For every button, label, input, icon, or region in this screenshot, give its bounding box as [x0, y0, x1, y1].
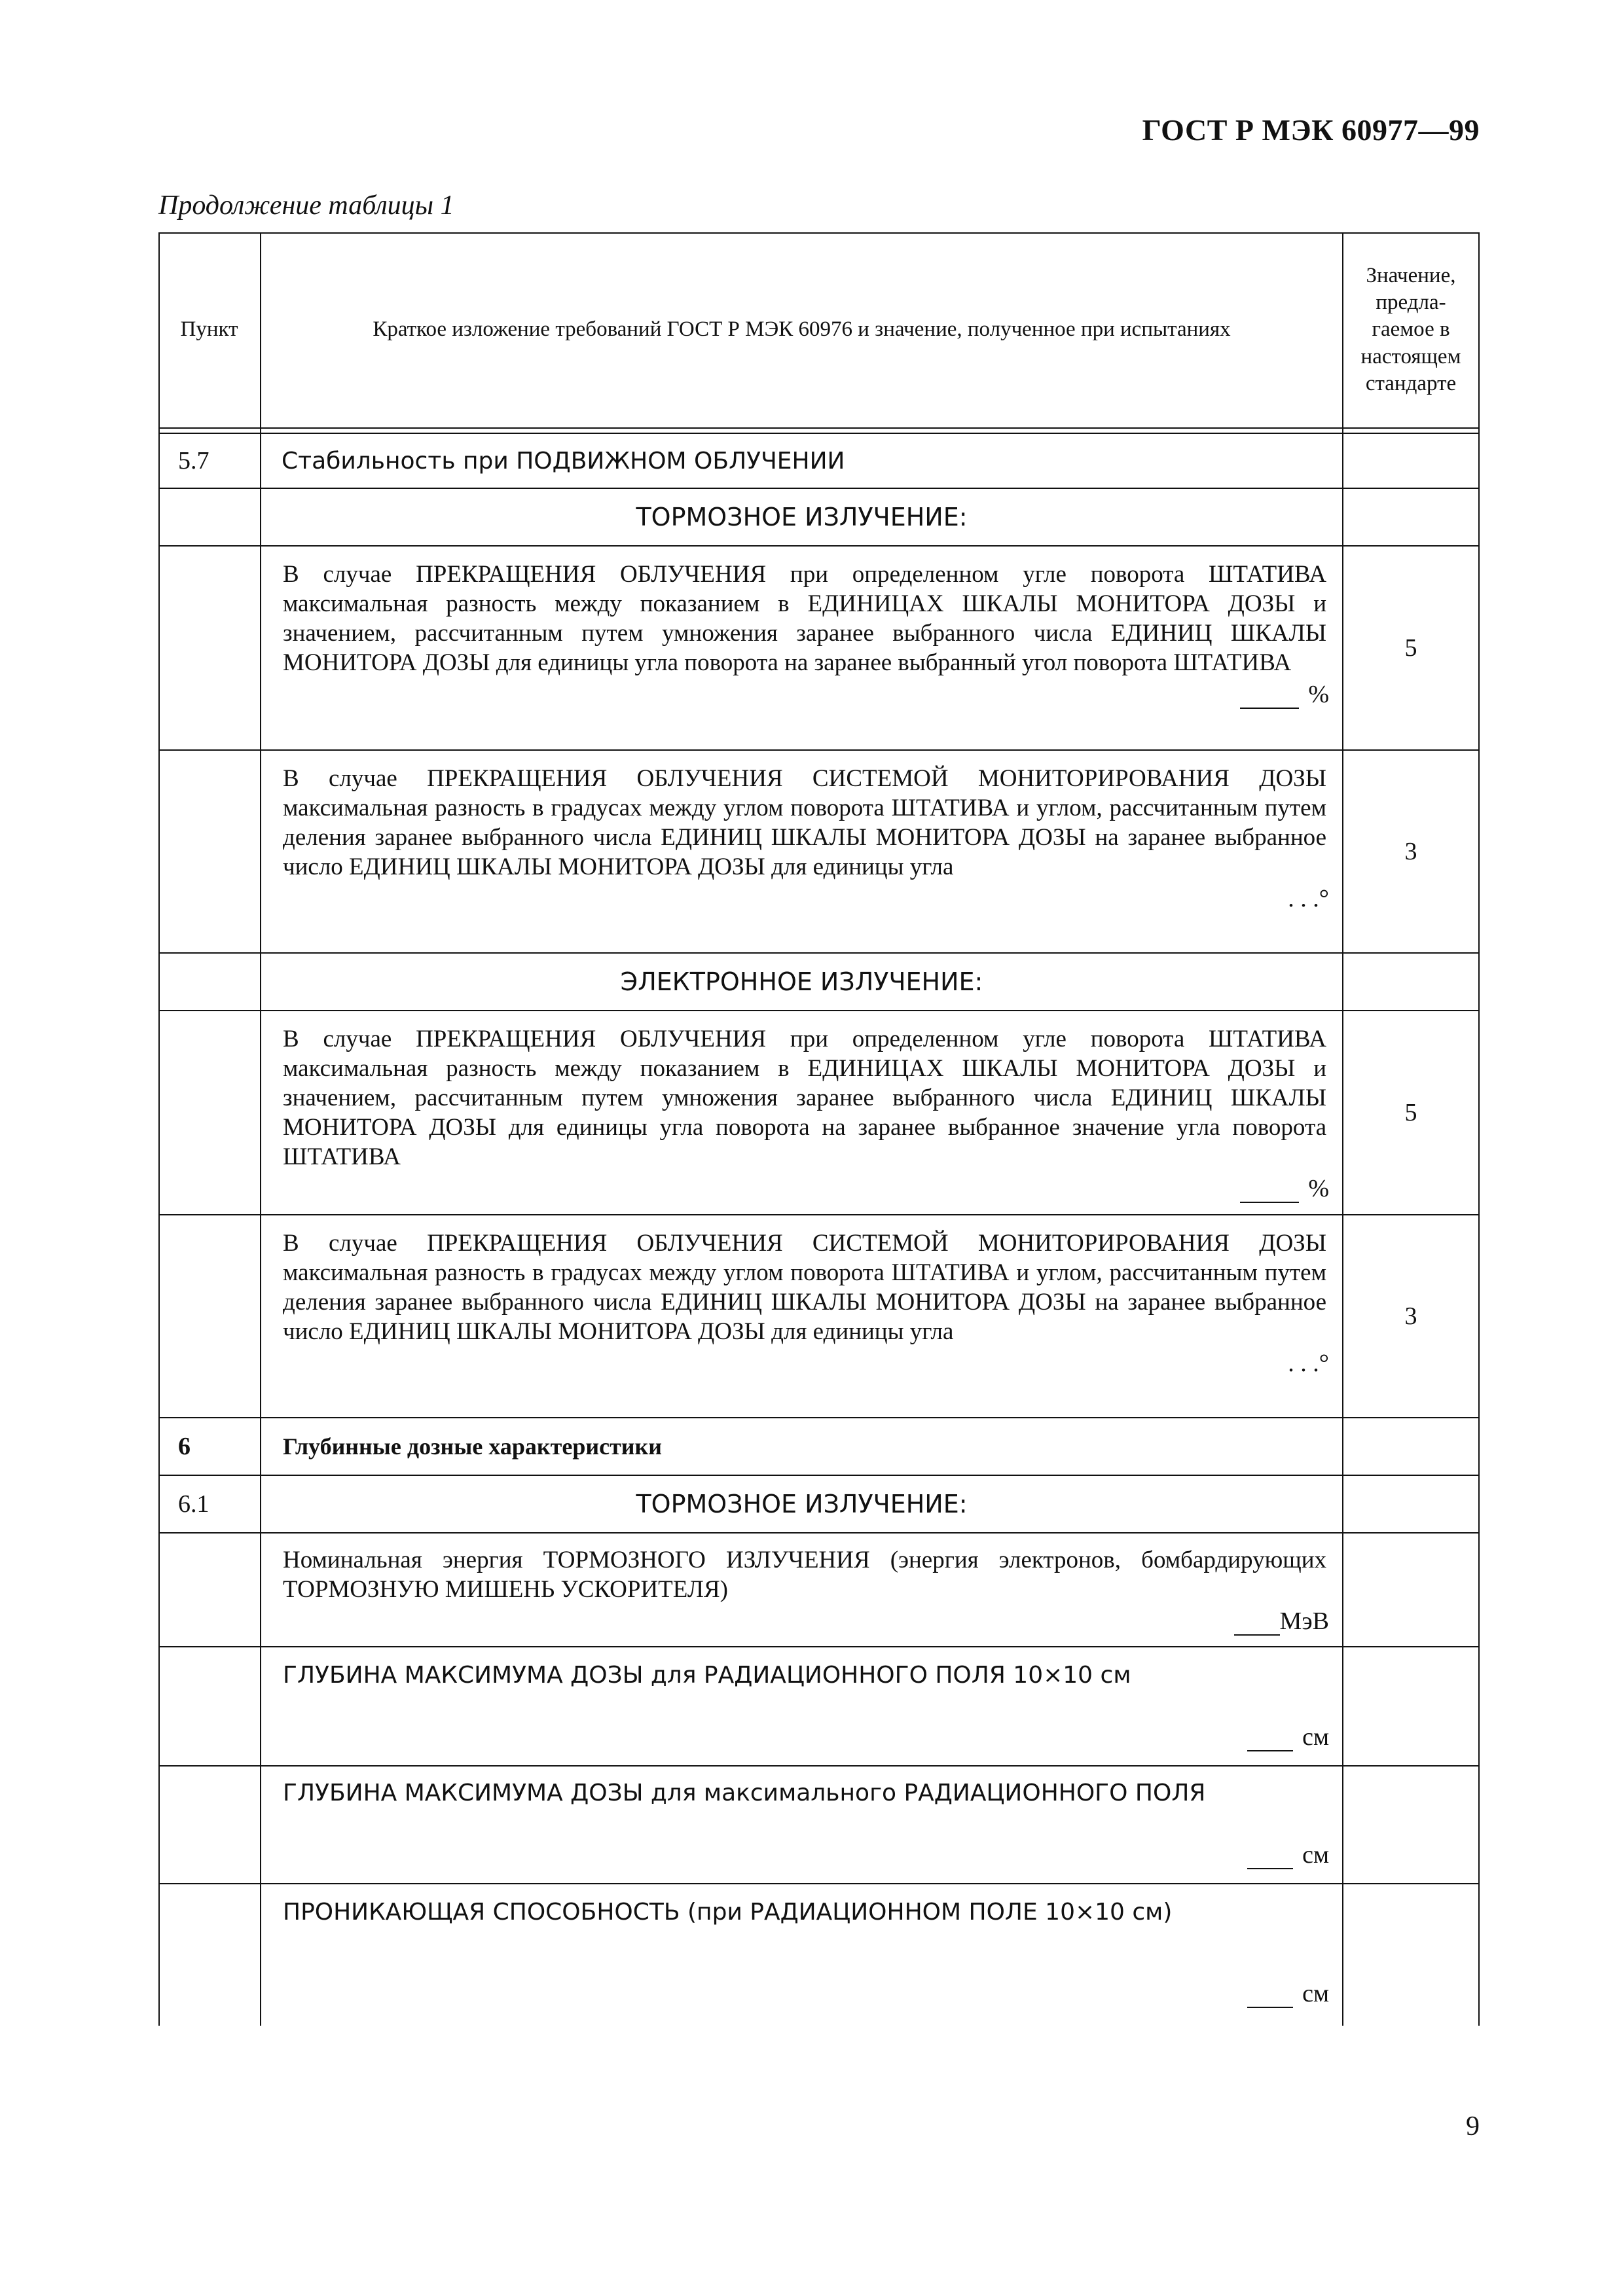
section-title: Глубинные дозные характеристики	[283, 1433, 662, 1460]
result-unit: . . .°	[1288, 885, 1329, 912]
requirement-text: В случае ПРЕКРАЩЕНИЯ ОБЛУЧЕНИЯ при определенном угле поворота ШТАТИВА максимальная разность между показанием в ЕДИНИЦАХ ШКАЛЫ МОНИТОРА ДОЗЫ и значением, рассчитанным путем умножения заранее выбранного числа ЕДИНИЦ ШКАЛЫ МОНИТОРА ДОЗЫ для единицы угла поворота на заранее выбранный угол поворота ШТАТИВА	[283, 561, 1326, 676]
requirement-row	[283, 1778, 1329, 1883]
page-number: 9	[1466, 2111, 1480, 2142]
proposed-value: 5	[1404, 1099, 1417, 1126]
result-blank	[283, 884, 1329, 913]
result-blank	[283, 680, 1329, 709]
row-divider	[158, 1532, 1480, 1534]
result-unit: см	[1302, 1980, 1329, 2007]
standard-designation: ГОСТ Р МЭК 60977—99	[1142, 113, 1480, 147]
requirement-text: Номинальная энергия ТОРМОЗНОГО ИЗЛУЧЕНИЯ (энергия электронов, бомбардирующих ТОРМОЗНУЮ МИШЕНЬ УСКОРИТЕЛЯ)	[283, 1547, 1326, 1603]
proposed-value: 5	[1404, 634, 1417, 662]
result-unit: %	[1308, 681, 1329, 708]
table-continuation-caption: Продолжение таблицы 1	[158, 190, 454, 221]
requirement-row	[283, 1229, 1329, 1417]
result-blank	[283, 1349, 1329, 1378]
requirements-table	[158, 232, 1480, 2026]
section-subheading: ЭЛЕКТРОННОЕ ИЗЛУЧЕНИЕ:	[620, 967, 983, 996]
row-title: Стабильность при ПОДВИЖНОМ ОБЛУЧЕНИИ	[282, 447, 845, 475]
row-item-number: 6.1	[178, 1490, 210, 1518]
requirement-text: ГЛУБИНА МАКСИМУМА ДОЗЫ для максимального РАДИАЦИОННОГО ПОЛЯ	[283, 1780, 1206, 1806]
header-summary: Краткое изложение требований ГОСТ Р МЭК 60976 и значение, полученное при испытаниях	[373, 317, 1231, 342]
result-blank	[283, 1840, 1329, 1869]
row-divider	[158, 1214, 1480, 1215]
result-unit: . . .°	[1288, 1350, 1329, 1377]
requirement-row	[283, 1897, 1329, 2026]
section-subheading: ТОРМОЗНОЕ ИЗЛУЧЕНИЕ:	[636, 503, 968, 531]
section-subheading: ТОРМОЗНОЕ ИЗЛУЧЕНИЕ:	[636, 1490, 968, 1518]
result-unit: %	[1308, 1175, 1329, 1202]
proposed-value: 3	[1404, 1302, 1417, 1330]
row-item-number: 6	[178, 1433, 191, 1460]
result-unit: МэВ	[1279, 1607, 1329, 1635]
requirement-text: ГЛУБИНА МАКСИМУМА ДОЗЫ для РАДИАЦИОННОГО ПОЛЯ 10×10 см	[283, 1662, 1131, 1689]
result-blank	[283, 1607, 1329, 1636]
requirement-text: В случае ПРЕКРАЩЕНИЯ ОБЛУЧЕНИЯ при определенном угле поворота ШТАТИВА максимальная разность между показанием в ЕДИНИЦАХ ШКАЛЫ МОНИТОРА ДОЗЫ и значением, рассчитанным путем умножения заранее выбранного числа ЕДИНИЦ ШКАЛЫ МОНИТОРА ДОЗЫ для единицы угла поворота на заранее выбранное значение угла поворота ШТАТИВА	[283, 1026, 1326, 1170]
header-divider-a	[158, 427, 1480, 429]
proposed-value: 3	[1404, 838, 1417, 865]
result-blank	[283, 1174, 1329, 1203]
table-border-right	[1478, 232, 1480, 2026]
header-value: Значение, предла- гаемое в настоящем стандарте	[1360, 263, 1461, 395]
row-divider	[158, 1765, 1480, 1767]
row-divider	[158, 1646, 1480, 1647]
header-item: Пункт	[180, 317, 238, 342]
requirement-row	[283, 1660, 1329, 1765]
requirement-row	[283, 1545, 1329, 1646]
table-border-left	[158, 232, 160, 2026]
row-divider	[158, 1883, 1480, 1884]
row-item-number: 5.7	[178, 447, 210, 475]
row-divider	[158, 749, 1480, 751]
result-unit: см	[1302, 1841, 1329, 1869]
requirement-row	[283, 1024, 1329, 1214]
requirement-text: В случае ПРЕКРАЩЕНИЯ ОБЛУЧЕНИЯ СИСТЕМОЙ МОНИТОРИРОВАНИЯ ДОЗЫ максимальная разность в градусах между углом поворота ШТАТИВА и углом, рассчитанным путем деления заранее выбранного числа ЕДИНИЦ ШКАЛЫ МОНИТОРА ДОЗЫ на заранее выбранное число ЕДИНИЦ ШКАЛЫ МОНИТОРА ДОЗЫ для единицы угла	[283, 765, 1326, 880]
requirement-row	[283, 764, 1329, 952]
row-divider	[158, 545, 1480, 547]
requirement-text: ПРОНИКАЮЩАЯ СПОСОБНОСТЬ (при РАДИАЦИОННОМ ПОЛЕ 10×10 см)	[283, 1899, 1173, 1926]
result-blank	[283, 1723, 1329, 1751]
result-unit: см	[1302, 1723, 1329, 1751]
result-blank	[283, 1979, 1329, 2008]
row-divider	[158, 1010, 1480, 1011]
requirement-row	[283, 560, 1329, 749]
requirement-text: В случае ПРЕКРАЩЕНИЯ ОБЛУЧЕНИЯ СИСТЕМОЙ МОНИТОРИРОВАНИЯ ДОЗЫ максимальная разность в градусах между углом поворота ШТАТИВА и углом, рассчитанным путем деления заранее выбранного числа ЕДИНИЦ ШКАЛЫ МОНИТОРА ДОЗЫ на заранее выбранное число ЕДИНИЦ ШКАЛЫ МОНИТОРА ДОЗЫ для единицы угла	[283, 1230, 1326, 1345]
